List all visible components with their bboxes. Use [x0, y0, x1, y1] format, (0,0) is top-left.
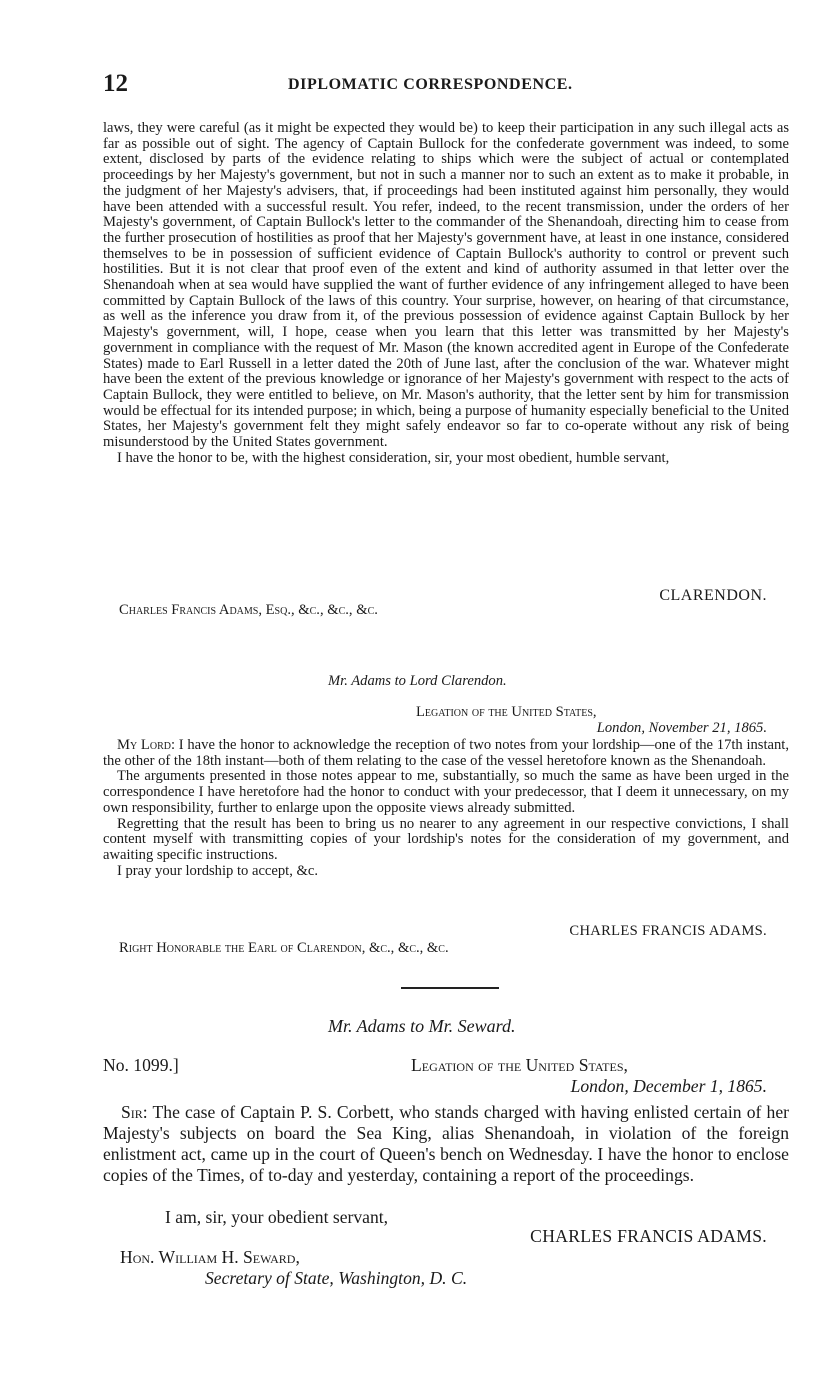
letter2-body [103, 738, 789, 879]
letter3-salutation: Sir: [121, 1102, 148, 1122]
letter1-closing: I have the honor to be, with the highest consideration, sir, your most obedient, humble servant, [117, 449, 670, 466]
running-head [103, 70, 789, 100]
page-number: 12 [103, 70, 128, 97]
letter1-signature: CLARENDON. [659, 587, 767, 604]
letter3-body [103, 1102, 789, 1186]
letter1-addressee: Charles Francis Adams, Esq., &c., &c., &c. [119, 602, 378, 618]
letter2-signature: CHARLES FRANCIS ADAMS. [569, 923, 767, 939]
letter2-paragraph-2: The arguments presented in those notes appear to me, substantially, so much the same as have been urged in the correspondence I have heretofore had the honor to conduct with your predecessor, that I deem it unnecessary, on my own responsibility, further to enlarge upon the opposite views already submitted. [103, 768, 789, 816]
letter3-addressee: Hon. William H. Seward, [120, 1247, 300, 1267]
letter2-place: Legation of the United States, [416, 704, 597, 720]
letter3-closing: I am, sir, your obedient servant, [165, 1207, 389, 1227]
letter2-date: London, November 21, 1865. [596, 720, 767, 736]
letter2-paragraph-3: Regretting that the result has been to bring us no nearer to any agreement in our respective convictions, I shall content myself with transmitting copies of your lordship's notes for the consideration of my government, and awaiting specific instructions. [103, 815, 789, 863]
header-title: DIPLOMATIC CORRESPONDENCE. [288, 76, 573, 93]
letter1-body [103, 121, 789, 466]
letter3-number: No. 1099.] [103, 1055, 179, 1075]
letter3-heading: Mr. Adams to Mr. Seward. [328, 1016, 516, 1036]
section-divider [401, 987, 499, 989]
letter3-place: Legation of the United States, [411, 1055, 628, 1075]
letter3-date: London, December 1, 1865. [570, 1076, 767, 1096]
letter2-addressee: Right Honorable the Earl of Clarendon, &c., &c., &c. [119, 940, 449, 956]
letter2-paragraph-1: I have the honor to acknowledge the reception of two notes from your lordship—one of the 17th instant, the other of the 18th instant—both of them relating to the case of the vessel heretofore known as the Shenandoah. [103, 737, 790, 769]
letter2-salutation: My Lord: [117, 737, 176, 753]
letter3-signature: CHARLES FRANCIS ADAMS. [530, 1226, 767, 1246]
letter1-paragraph: laws, they were careful (as it might be expected they would be) to keep their participation in any such illegal acts as far as possible out of sight. The agency of Captain Bullock for the confederate government was indeed, to some extent, disclosed by parts of the evidence relating to ships which were the subject of actual or contemplated proceedings by her Majesty's government, but not in such a manner nor to such an extent as to make it probable, in the judgment of her Majesty's advisers, that, if proceedings had been instituted against him personally, they would have been attended with a successful result. You refer, indeed, to the recent transmission, under the orders of her Majesty's government, of Captain Bullock's letter to the commander of the Shenandoah, directing him to cease from the further prosecution of hostilities as proof that her Majesty's government have, at least in one instance, considered themselves to be in possession of sufficient evidence of Captain Bullock's authority to control or prevent such hostilities. But it is not clear that proof even of the extent and kind of authority assumed in that letter over the Shenandoah when at sea would have supplied the want of further evidence of any infringement alleged to have been committed by Captain Bullock of the laws of this country. Your surprise, however, on hearing of that circumstance, as well as the inference you draw from it, of the previous possession of evidence against Captain Bullock by her Majesty's government, will, I hope, cease when you learn that this letter was transmitted by her Majesty's government in compliance with the request of Mr. Mason (the known accredited agent in Europe of the Confederate States) made to Earl Russell in a letter dated the 20th of June last, after the conclusion of the war. Whatever might have been the extent of the previous knowledge or ignorance of her Majesty's government with respect to the acts of Captain Bullock, they were entitled to believe, on Mr. Mason's authority, that the letter sent by him for transmission would be effectual for its intended purpose; in which, being a purpose of humanity especially beneficial to the United States, her Majesty's government felt they might safely endeavor so far to co-operate without any risk of being misunderstood by the United States government. [103, 120, 789, 451]
letter3-addressee-title: Secretary of State, Washington, D. C. [205, 1268, 468, 1288]
letter3-paragraph: The case of Captain P. S. Corbett, who stands charged with having enlisted certain of her Majesty's subjects on board the Sea King, alias Shenandoah, in violation of the foreign enlistment act, came up in the court of Queen's bench on Wednesday. I have the honor to enclose copies of the Times, of to-day and yesterday, containing a report of the proceedings. [103, 1102, 789, 1185]
letter2-heading: Mr. Adams to Lord Clarendon. [328, 673, 507, 689]
letter2-paragraph-4: I pray your lordship to accept, &c. [117, 862, 319, 879]
